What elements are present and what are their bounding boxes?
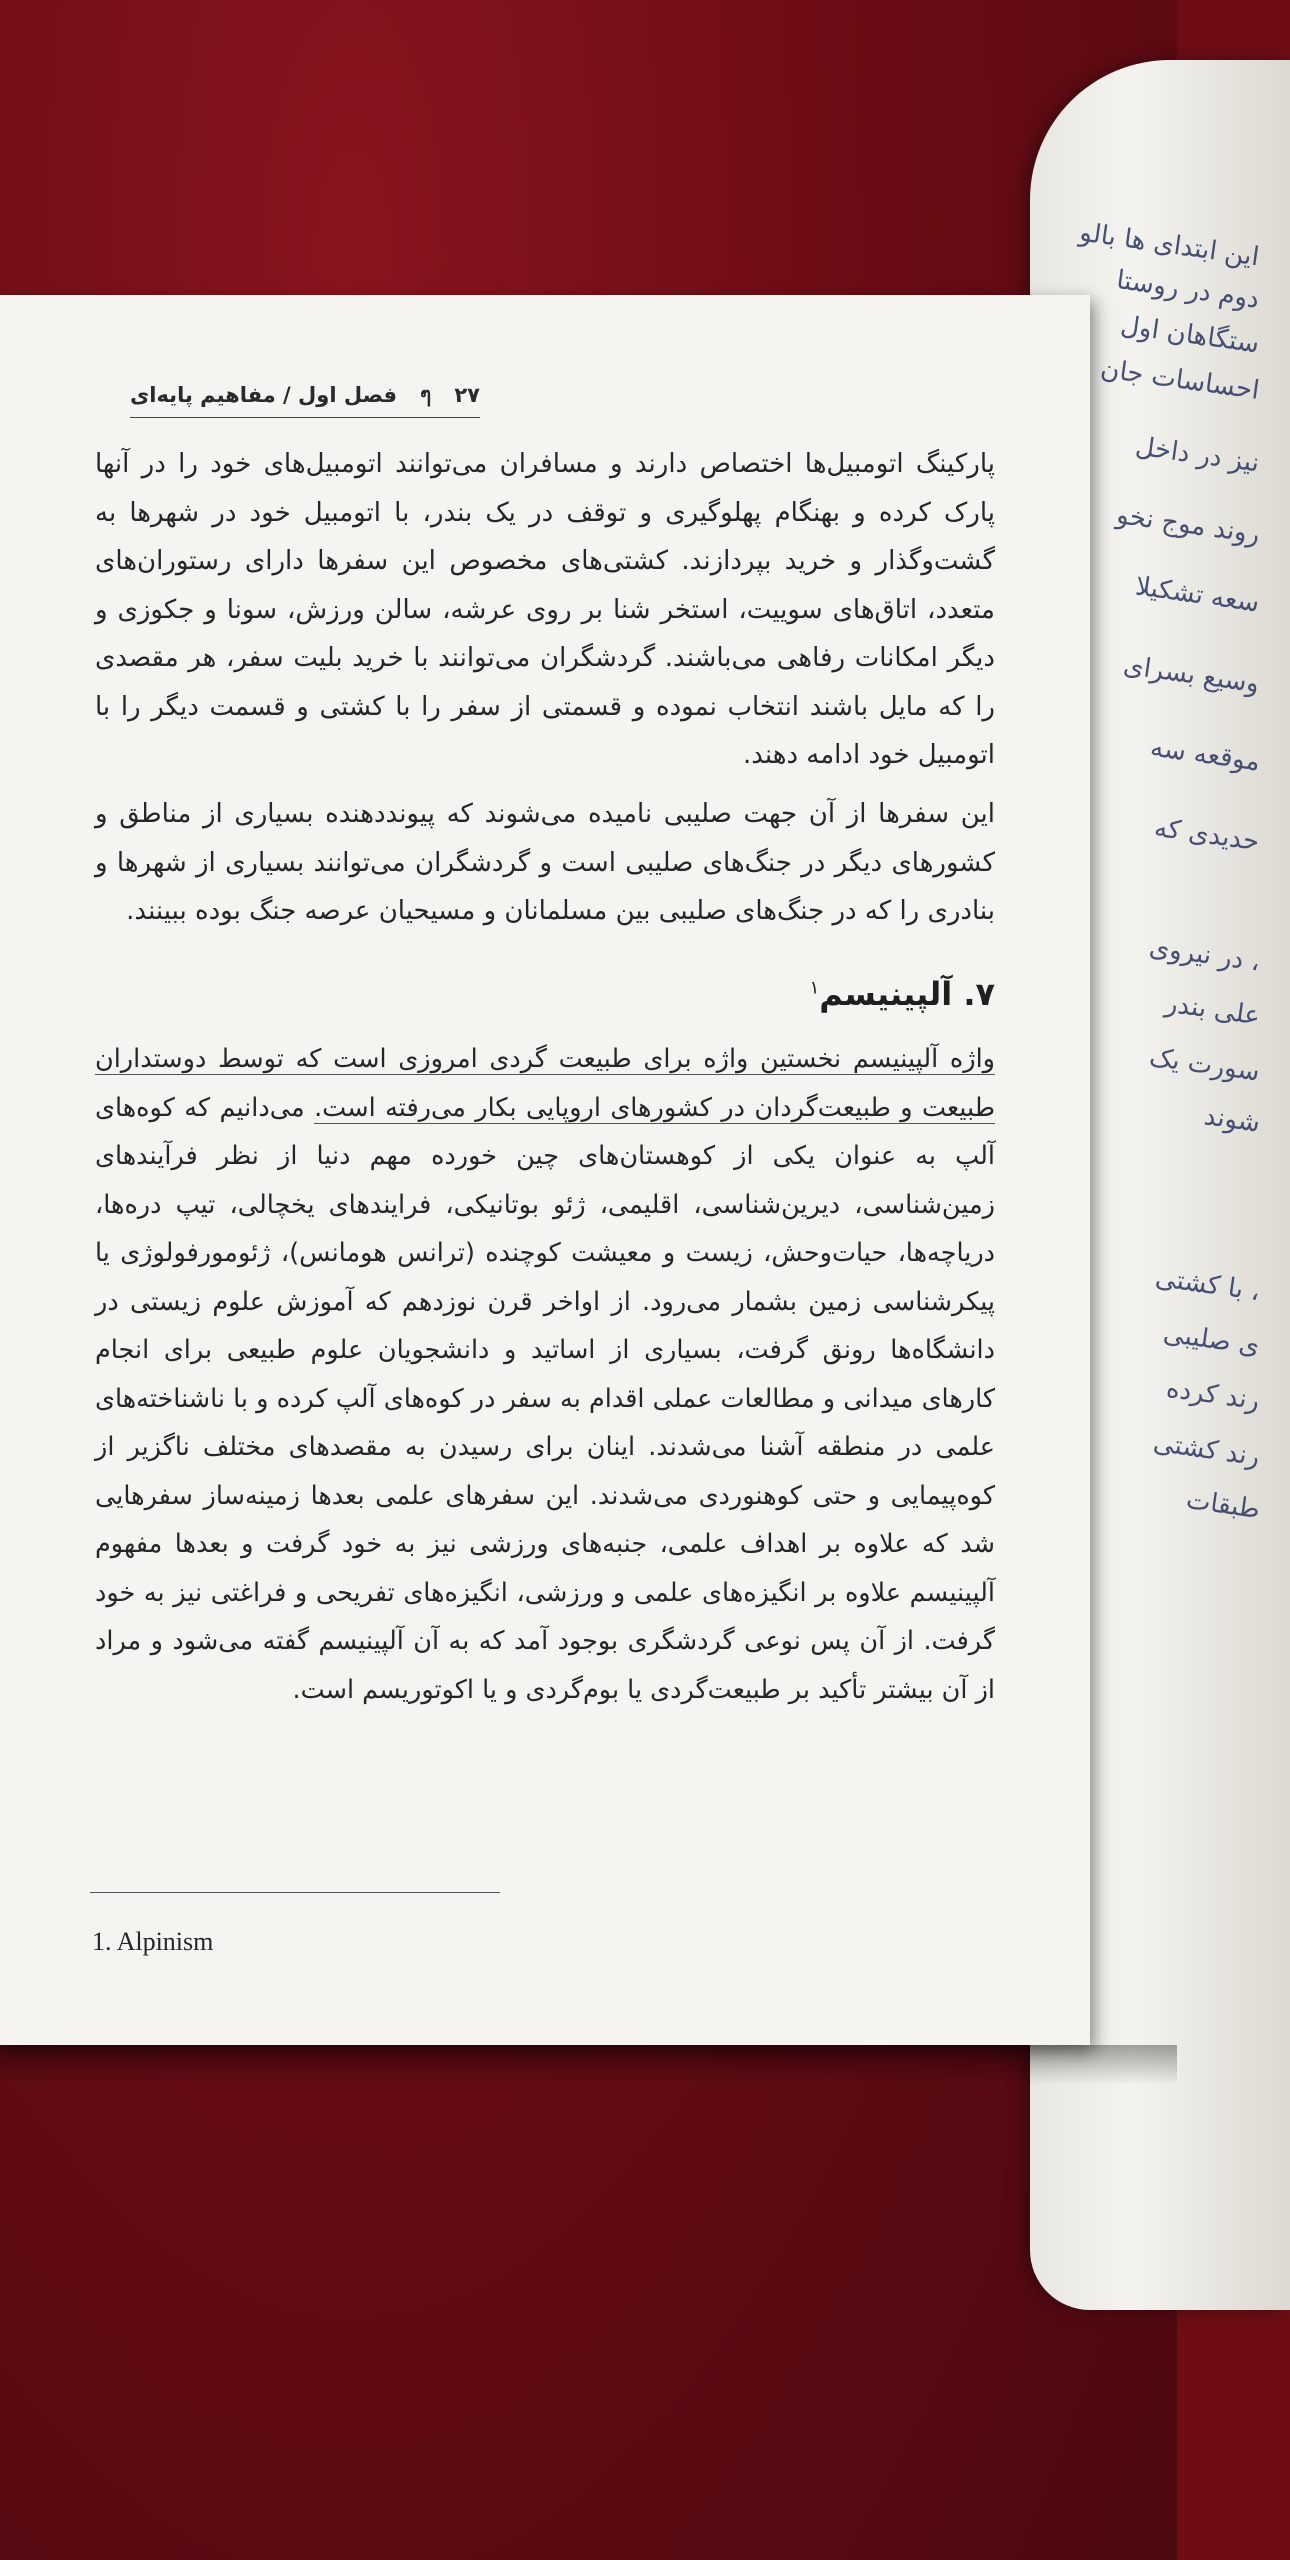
handwritten-note: وسیع بسرای [1121,650,1262,700]
book-page [0,295,1090,2045]
handwritten-note: دوم در روستا [1115,265,1262,315]
footnote-rule [90,1892,500,1893]
body-paragraph [95,1035,995,1714]
running-head-rule [130,417,480,418]
section-heading [600,975,995,1013]
handwritten-note: موقعه سه [1148,732,1262,778]
running-head [130,375,480,415]
footnote-reference: ۱ [809,977,820,999]
section-heading-text: ۷. آلپینیسم [819,975,995,1013]
body-paragraph: پارکینگ اتومبیل‌ها اختصاص دارند و مسافران می‌توانند اتومبیل‌های خود را در آنها پارک کرده و بهنگام پهلوگیری و توقف در یک بندر، با اتومبیل خود در شهرها به گشت‌وگذار و خرید بپردازند. کشتی‌های مخصوص این سفرها دارای رستوران‌های متعدد، اتاق‌های سوییت، استخر شنا بر روی عرشه، سالن ورزش، سونا و جکوزی و دیگر امکانات رفاهی می‌باشند. گردشگران می‌توانند با خرید بلیت سفر، هر مقصدی را که مایل باشند انتخاب نموده و قسمتی از سفر را با کشتی و قسمت دیگر را با اتومبیل خود ادامه دهند. [95,449,995,770]
handwritten-note: ستگاهان اول [1119,310,1262,360]
footnote: 1. Alpinism [92,1927,214,1956]
underlined-sentence: واژه آلپینیسم نخستین واژه برای طبیعت گردی امروزی است که توسط دوستداران طبیعت و طبیعت‌گردان در کشورهای اروپایی بکار می‌رفته است. [95,1044,995,1123]
page-shadow [0,2045,1177,2085]
chapter-title: فصل اول / مفاهیم پایه‌ای [130,383,398,407]
handwritten-note: احساسات جان [1098,354,1262,406]
handwritten-note: علی بندر [1163,988,1262,1032]
handwritten-note: ی صلیبی [1161,1318,1262,1362]
handwritten-note: سعه تشکیلا [1133,571,1262,619]
handwritten-note: این ابتدای ها بالو [1078,217,1262,273]
handwritten-note: حدیدی که [1152,812,1262,858]
paragraph-continuation: می‌دانیم که کوه‌های آلپ به عنوان یکی از کوهستان‌های چین خورده مهم دنیا از نظر فرآیندهای زمین‌شناسی، دیرین‌شناسی، اقلیمی، ژئو بوتانیکی، فرایندهای یخچالی، تیپ دره‌ها، دریاچه‌ها، حیات‌وحش، زیست و معیشت کوچنده (ترانس هومانس)، ژئومورفولوژی یا پیکرشناسی زمین بشمار می‌رود. از اواخر قرن نوزدهم که آموزش علوم زیستی در دانشگاه‌ها رونق گرفت، بسیاری از اساتید و دانشجویان علوم طبیعی برای انجام کارهای میدانی و مطالعات عملی اقدام به سفر در کوه‌های آلپ کرده و با ناشناخته‌های علمی در منطقه آشنا می‌شدند. اینان برای رسیدن به مقصدهای مختلف ناگزیر از کوه‌پیمایی و حتی کوهنوردی می‌شدند. این سفرهای علمی بعدها زمینه‌ساز سفرهایی شد که علاوه بر اهداف علمی، جنبه‌های ورزشی نیز به خود گرفت و بعدها مفهوم آلپینیسم علاوه بر انگیزه‌های علمی و ورزشی، انگیزه‌های تفریحی و فراغتی نیز به خود گرفت. از آن پس نوعی گردشگری بوجود آمد که به آن آلپینیسم گفته می‌شود و مراد از آن بیشتر تأکید بر طبیعت‌گردی یا بوم‌گردی و یا اکوتوریسم است. [95,1092,995,1705]
handwritten-note: سورت یک [1147,1042,1262,1088]
body-paragraph: این سفرها از آن جهت صلیبی نامیده می‌شوند که پیونددهنده بسیاری از مناطق و کشورهای دیگر در جنگ‌های صلیبی است و گردشگران می‌توانند بسیاری از شهرها و بنادری را که در جنگ‌های صلیبی بین مسلمانان و مسیحیان عرصه جنگ بوده ببینند. [95,799,995,926]
page-number: ۲۷ [454,383,480,407]
handwritten-note: ، با کشتی [1153,1262,1262,1308]
handwritten-note: شوند [1202,1101,1262,1139]
handwritten-note: روند موج نخو [1114,500,1262,550]
handwritten-note: رند کشتی [1151,1427,1262,1473]
handwritten-note: طبقات [1184,1484,1262,1526]
handwritten-note: ، در نیروی [1147,932,1262,978]
ornament-icon: ๆ [420,382,432,407]
handwritten-note: رند کرده [1164,1373,1262,1417]
handwritten-note: نیز در داخل [1133,431,1262,479]
